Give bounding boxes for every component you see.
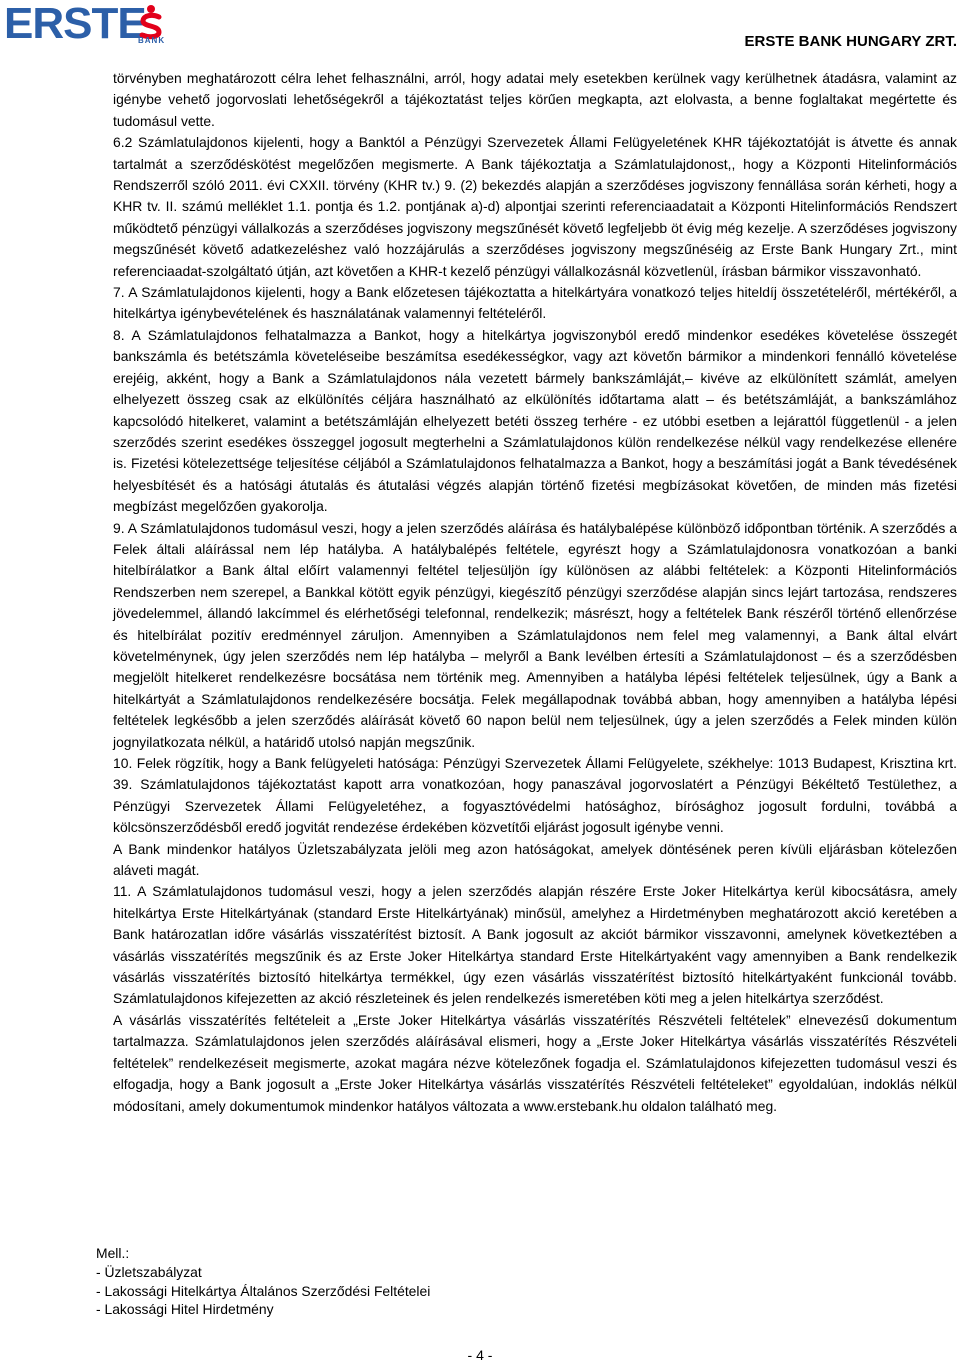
page-header	[0, 0, 960, 58]
logo-wordmark: ERSTE	[4, 0, 146, 48]
logo-subtext: BANK	[138, 36, 166, 45]
paragraph: 9. A Számlatulajdonos tudomásul veszi, hogy a jelen szerződés aláírása és hatálybalépése különböző időpontban történik. A szerződés a Felek általi aláírással nem lép hatályba. A hatálybalépés feltétele, egyrészt hogy a Számlatulajdonosra vonatkozóan a banki hitelbírálatkor a Bank által előírt valamennyi feltétel teljesüljön így különösen az alábbi feltételek: a Központi Hitelinformációs Rendszerben nem szerepel, a Bankkal kötött egyik pénzügyi, kiegészítő pénzügyi szerződése alapján sincs lejárt tartozása, rendszeres jövedelemmel, állandó lakcímmel és elérhetőségi telefonnal, rendelkezik; másrészt, hogy a feltételek Bank részéről történő ellenőrzése és hitelbírálat pozitív eredménnyel záruljon. Amennyiben a Számlatulajdonos nem felel meg valamennyi, a Bank által elvárt követelménynek, úgy jelen szerződés nem lép hatályba – melyről a Bank levélben értesíti a Számlatulajdonost – és a szerződésben megjelölt hitelkeret rendelkezésre bocsátása nem történik meg. Amennyiben a hatályba lépési feltételek teljesülnek, úgy a Bank a hitelkártyát a Számlatulajdonos rendelkezésére bocsátja. Felek megállapodnak továbbá abban, hogy amennyiben a hatályba lépési feltételek legkésőbb a jelen szerződés aláírását követő 60 napon belül nem teljesülnek, úgy a jelen szerződés a Felek minden külön jognyilatkozata nélkül, a határidő utolsó napján megszűnik.	[113, 519, 957, 750]
paragraph: törvényben meghatározott célra lehet felhasználni, arról, hogy adatai mely esetekben kerülnek vagy kerülhetnek átadásra, valamint az igénybe vehető jogorvoslati lehetőségekről a tájékoztatást teljes körűen megkapta, azt elolvasta, a benne foglaltakat megértette és tudomásul vette.	[113, 70, 957, 129]
bank-name: ERSTE BANK HUNGARY ZRT.	[744, 33, 957, 50]
page-number: - 4 -	[467, 1347, 493, 1363]
paragraph: A Bank mindenkor hatályos Üzletszabályzata jelöli meg azon hatóságokat, amelyek döntésének peren kívüli eljárásban kötelezően aláveti magát.	[113, 840, 957, 879]
paragraph: 8. A Számlatulajdonos felhatalmazza a Bankot, hogy a hitelkártya jogviszonyból eredő mindenkor esedékes követelése összegét bankszámla és betétszámla követeléseibe beszámítsa esedékességkor, vagy azt követőn bármikor a mindenkori fennálló követelése erejéig, akként, hogy a Bank a Számlatulajdonos nála vezetett bármely bankszámláját,– kivéve az elkülönített számlát, amelyen elhelyezett összeg csak az elkülönítés céljára használható az elkülönítés időtartama alatt – és betétszámláját, a bankszámlához kapcsolódó hitelkeret, valamint a betétszámláján elhelyezett betéti összeg terhére - ez utóbbi esetben a lejárattól függetlenül - a jelen szerződés szerint esedékes összeggel jogosult megterhelni a Számlatulajdonos külön rendelkezése nélkül vagy rendelkezése ellenére is. Fizetési kötelezettsége teljesítése céljából a Számlatulajdonos felhatalmazza a Bankot, hogy a beszámítási jogát a Bank tévedésének helyesbítését és a hatósági átutalás és átutalási végzés alapján történő fizetési megbízásokat követően, de minden más fizetési megbízást megelőzően gyakorolja.	[113, 326, 957, 515]
paragraph: 7. A Számlatulajdonos kijelenti, hogy a Bank előzetesen tájékoztatta a hitelkártyára vonatkozó teljes hiteldíj összetételéről, mértékéről, a hitelkártya igénybevételének és használatának valamennyi feltételéről.	[113, 284, 957, 322]
attachments-list	[96, 1244, 696, 1319]
attachment-item: - Lakossági Hitelkártya Általános Szerződési Feltételei	[96, 1282, 431, 1299]
paragraph: 10. Felek rögzítik, hogy a Bank felügyeleti hatósága: Pénzügyi Szervezetek Állami Felügyelete, székhelye: 1013 Budapest, Krisztina krt. 39. Számlatulajdonos tájékoztatást kapott arra vonatkozóan, hogy panaszával jogorvoslatért a Pénzügyi Békéltető Testülethez, a Pénzügyi Szervezetek Állami Felügyeletéhez, a fogyasztóvédelmi hatósághoz, bírósághoz jogosult fordulni, továbbá a kölcsönszerződésből eredő jogvitát rendezése érdekében közvetítői eljárást jogosult igénybe venni.	[113, 755, 957, 836]
paragraph: 11. A Számlatulajdonos tudomásul veszi, hogy a jelen szerződés alapján részére Erste Joker Hitelkártya kerül kibocsátásra, amely hitelkártya Erste Hitelkártyának (standard Erste Hitelkártyának) minősül, amelyhez a Hirdetményben meghatározott akció keretében a Bank határozatlan időre vásárlás visszatérítést biztosít. A Bank jogosult az akciót bármikor visszavonni, amelynek következtében a vásárlás visszatérítés megszűnik és az Erste Joker Hitelkártya standard Erste Hitelkártyaként vagy amennyiben a Bank rendelkezik vásárlás visszatérítés biztosító hitelkártya termékkel, úgy ezen vásárlás visszatérítést biztosító hitelkártyaként funkcionál tovább. Számlatulajdonos kifejezetten az akció részleteinek és jelen rendelkezés ismeretében köti meg a jelen hitelkártya szerződést.	[113, 883, 957, 1007]
attachment-item: - Üzletszabályzat	[96, 1263, 202, 1280]
attachments-title: Mell.:	[96, 1245, 130, 1261]
contract-body	[113, 68, 957, 1117]
paragraph: 6.2 Számlatulajdonos kijelenti, hogy a Banktól a Pénzügyi Szervezetek Állami Felügyeletének KHR tájékoztatóját is átvette és annak tartalmát a szerződéskötést megelőzően megismerte. A Bank tájékoztatja a Számlatulajdonost,, hogy a Központi Hitelinformációs Rendszerről szóló 2011. évi CXXII. törvény (KHR tv.) 9. (2) bekezdés alapján a szerződéses jogviszony fennállása során kérheti, hogy a KHR tv. II. számú melléklet 1.1. pontja és 1.2. pontjának a)-d) alpontjai szerinti referenciaadatait a Központi Hitelinformációs Rendszert működtető pénzügyi vállalkozás a szerződéses jogviszony megszűnését követő legfeljebb öt évig még kezelje. A szerződéses jogviszony megszűnését követő adatkezeléshez való hozzájárulás a szerződéses jogviszony megszűnéséig az Erste Bank Hungary Zrt., mint referenciaadat-szolgáltató útján, azt követően a KHR-t kezelő pénzügyi vállalkozásnál közvetlenül, írásban bármikor visszavonható.	[113, 134, 957, 279]
paragraph: A vásárlás visszatérítés feltételeit a „Erste Joker Hitelkártya vásárlás visszatérítés Részvételi feltételek” elnevezésű dokumentum tartalmazza. Számlatulajdonos jelen szerződés aláírásával elismeri, hogy a „Erste Joker Hitelkártya vásárlás visszatérítés Részvételi feltételek” rendelkezéseit megismerte, azokat magára nézve kötelezőnek fogadja el. Számlatulajdonos kifejezetten tudomásul veszi és elfogadja, hogy a Bank jogosult a „Erste Joker Hitelkártya vásárlás visszatérítés Részvételi feltételeket” egyoldalúan, indoklás nélkül módosítani, amely dokumentumok mindenkor hatályos változata a www.erstebank.hu oldalon található meg.	[113, 1011, 957, 1114]
attachment-item: - Lakossági Hitel Hirdetmény	[96, 1301, 274, 1318]
